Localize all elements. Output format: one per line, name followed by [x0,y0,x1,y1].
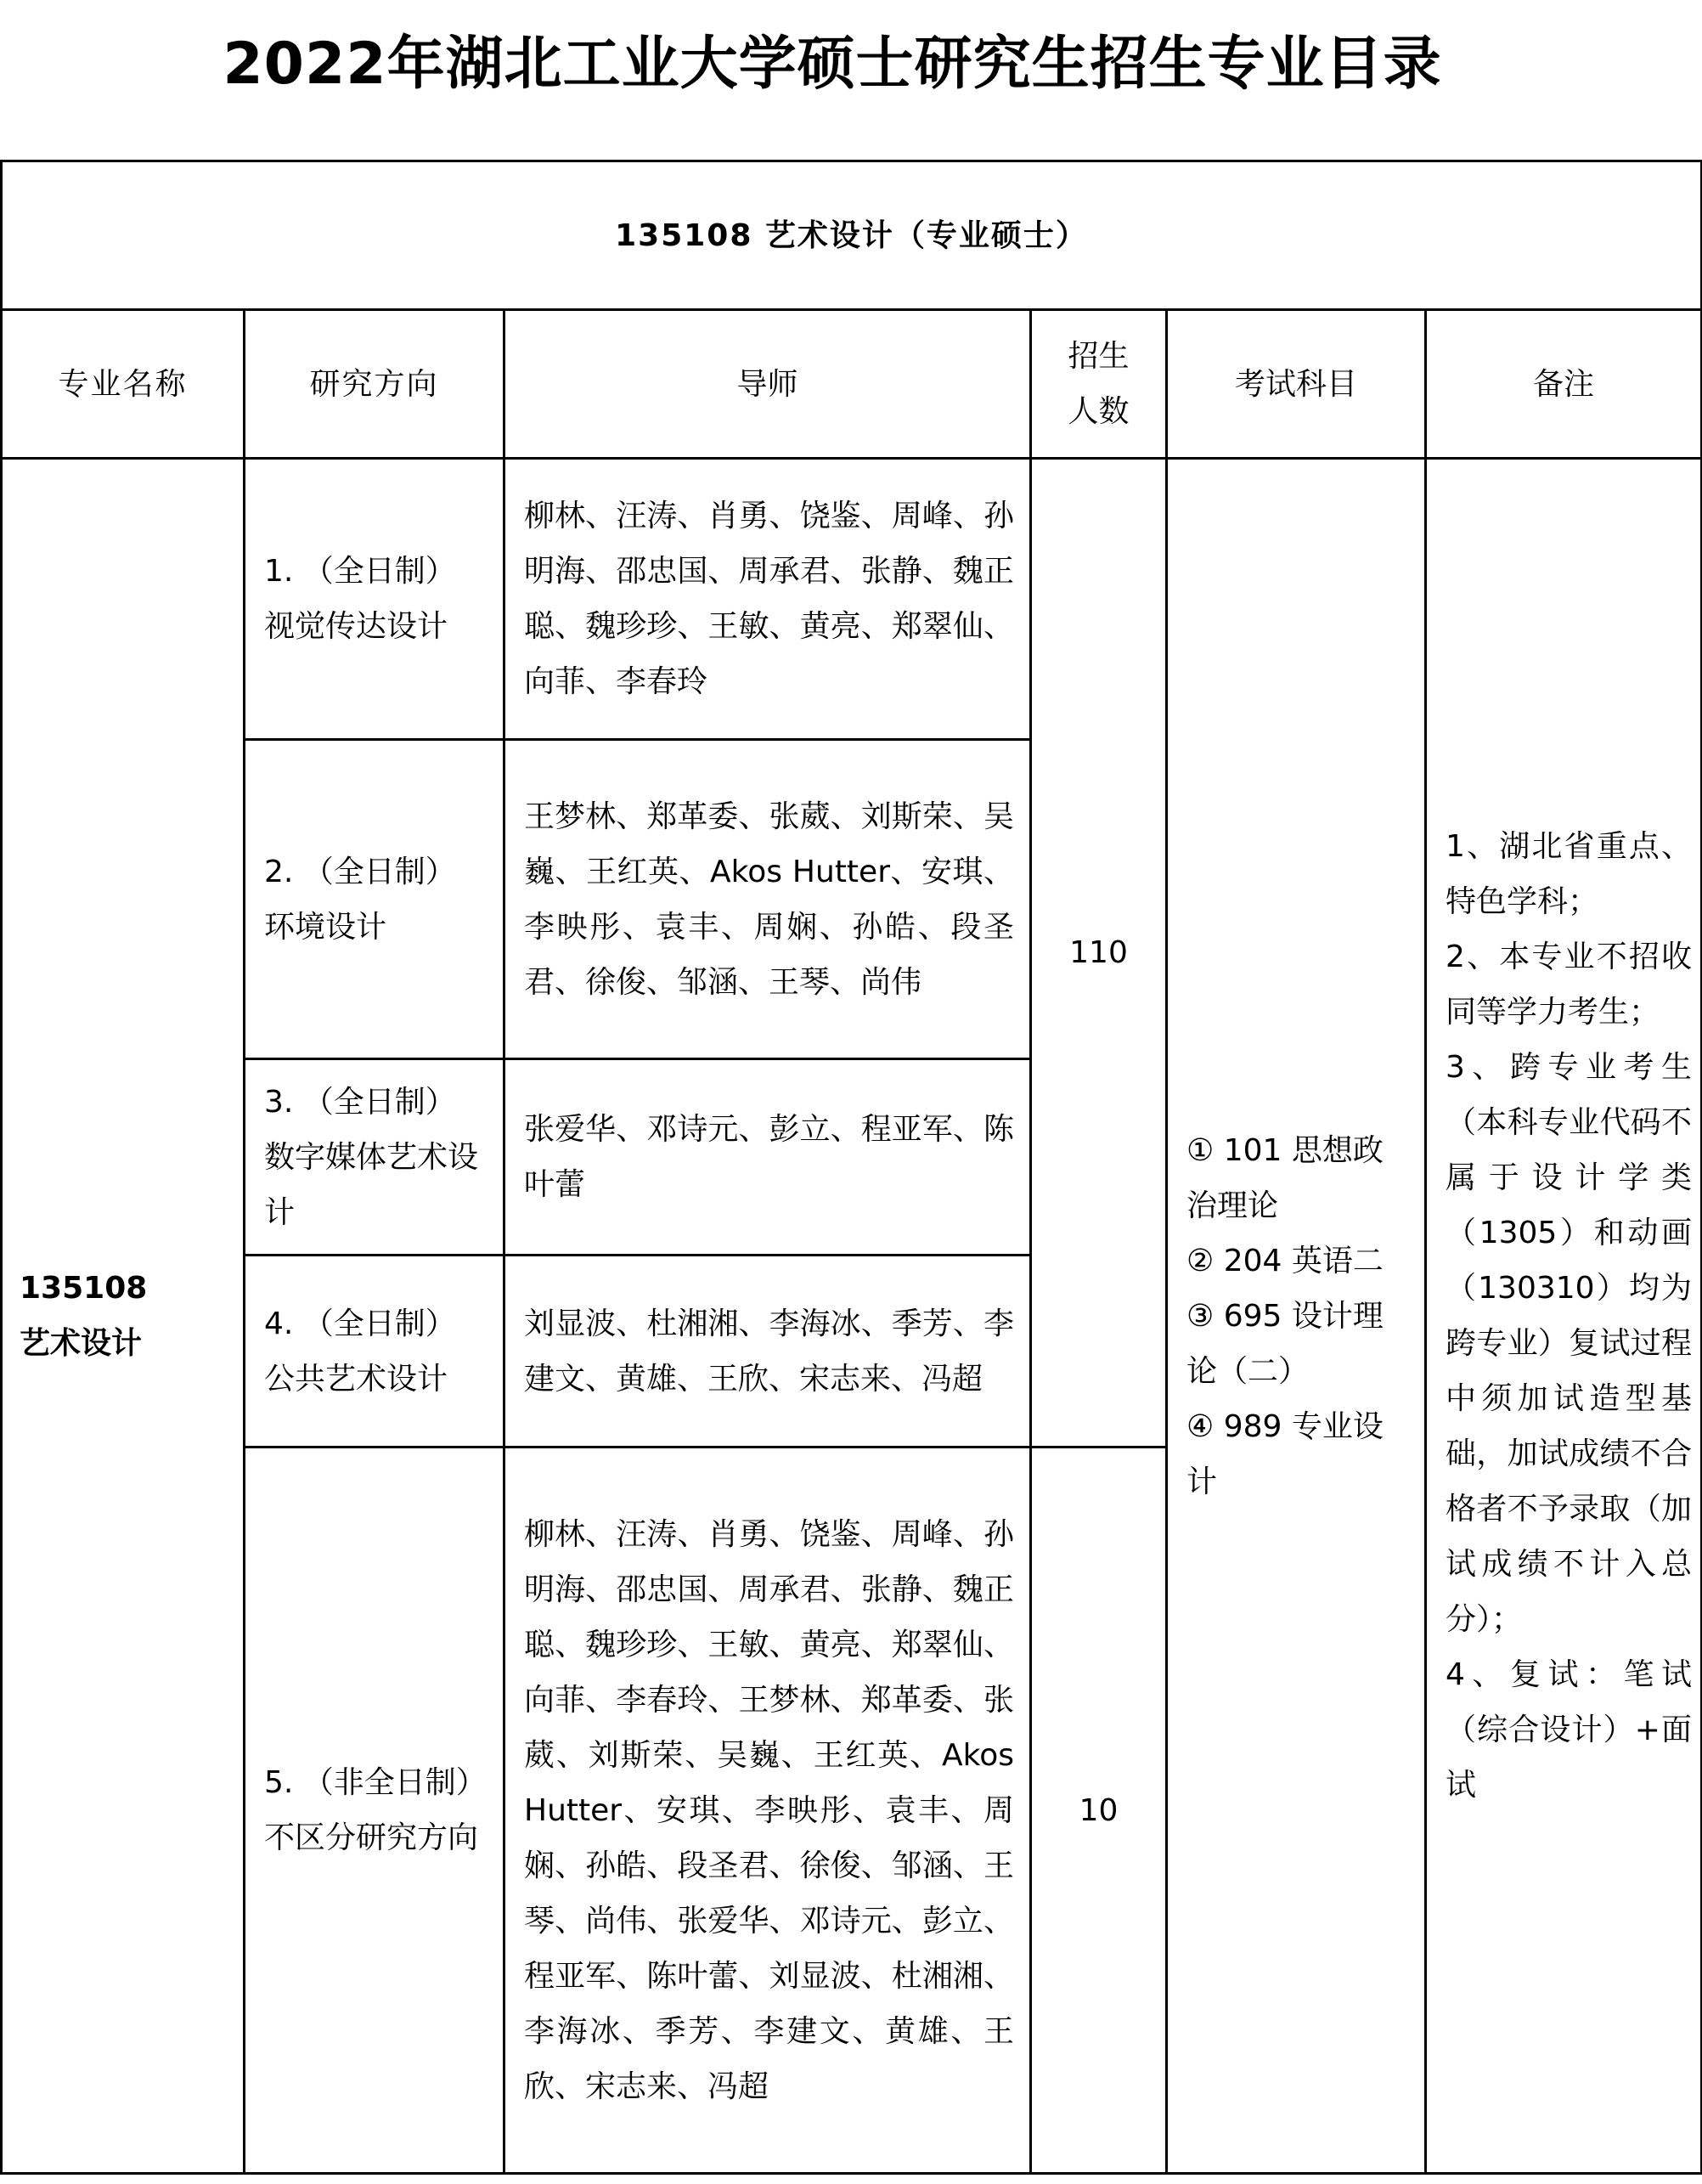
direction-name: 数字媒体艺术设计 [264,1139,479,1230]
exam-subject: ③ 695 设计理论（二） [1186,1298,1384,1389]
quota-full-time: 110 [1031,459,1167,1448]
direction-cell [245,1256,504,1448]
direction-name: 公共艺术设计 [264,1361,448,1397]
major-cell [2,459,245,2174]
direction-cell [245,1448,504,2174]
note-item: 4、复试：笔试（综合设计）+面试 [1446,1657,1693,1803]
header-exam: 考试科目 [1167,310,1426,459]
direction-type: 3. （全日制） [264,1084,456,1120]
note-item: 1、湖北省重点、特色学科； [1446,829,1693,919]
note-item: 2、本专业不招收同等学力考生； [1446,940,1693,1030]
major-code: 135108 [20,1271,148,1306]
direction-cell [245,740,504,1059]
header-direction: 研究方向 [245,310,504,459]
exam-subject: ② 204 英语二 [1186,1243,1384,1278]
direction-type: 2. （全日制） [264,854,456,889]
tutors-cell: 刘显波、杜湘湘、李海冰、季芳、李建文、黄雄、王欣、宋志来、冯超 [504,1256,1031,1448]
tutors-cell: 张爱华、邓诗元、彭立、程亚军、陈叶蕾 [504,1059,1031,1256]
header-notes: 备注 [1426,310,1702,459]
program-banner: 135108 艺术设计（专业硕士） [2,161,1702,310]
exam-subject: ① 101 思想政治理论 [1186,1132,1384,1223]
document-title: 2022年湖北工业大学硕士研究生招生专业目录 [223,31,1442,98]
header-quota-line1: 招生 [1068,339,1130,374]
direction-cell [245,1059,504,1256]
exam-subject: ④ 989 专业设计 [1186,1408,1384,1499]
header-quota [1031,310,1167,459]
direction-name: 不区分研究方向 [264,1820,479,1855]
header-major: 专业名称 [2,310,245,459]
enrollment-catalog-table [0,160,1702,2175]
notes-cell [1426,459,1702,2174]
quota-part-time: 10 [1031,1448,1167,2174]
tutors-cell: 柳林、汪涛、肖勇、饶鉴、周峰、孙明海、邵忠国、周承君、张静、魏正聪、魏珍珍、王敏、黄亮、郑翠仙、向菲、李春玲 [504,459,1031,740]
direction-type: 1. （全日制） [264,554,456,589]
direction-name: 视觉传达设计 [264,609,448,644]
exam-subjects-cell [1167,459,1426,2174]
note-item: 3、跨专业考生（本科专业代码不属于设计学类（1305）和动画（130310）均为跨专业）复试过程中须加试造型基础，加试成绩不合格者不予录取（加试成绩不计入总分）； [1446,1050,1693,1637]
direction-type: 4. （全日制） [264,1306,456,1341]
tutors-cell: 柳林、汪涛、肖勇、饶鉴、周峰、孙明海、邵忠国、周承君、张静、魏正聪、魏珍珍、王敏、黄亮、郑翠仙、向菲、李春玲、王梦林、郑革委、张葳、刘斯荣、吴巍、王红英、Akos Hutter、安琪、李映彤、袁丰、周娴、孙皓、段圣君、徐俊、邹涵、王琴、尚伟、张爱华、邓诗元、彭立、程亚军、陈叶蕾、刘显波、杜湘湘、李海冰、季芳、李建文、黄雄、王欣、宋志来、冯超 [504,1448,1031,2174]
major-name: 艺术设计 [20,1326,143,1361]
direction-type: 5. （非全日制） [264,1765,487,1800]
direction-cell [245,459,504,740]
direction-name: 环境设计 [264,909,387,945]
header-tutors: 导师 [504,310,1031,459]
header-quota-line2: 人数 [1068,394,1130,429]
tutors-cell: 王梦林、郑革委、张葳、刘斯荣、吴巍、王红英、Akos Hutter、安琪、李映彤、袁丰、周娴、孙皓、段圣君、徐俊、邹涵、王琴、尚伟 [504,740,1031,1059]
